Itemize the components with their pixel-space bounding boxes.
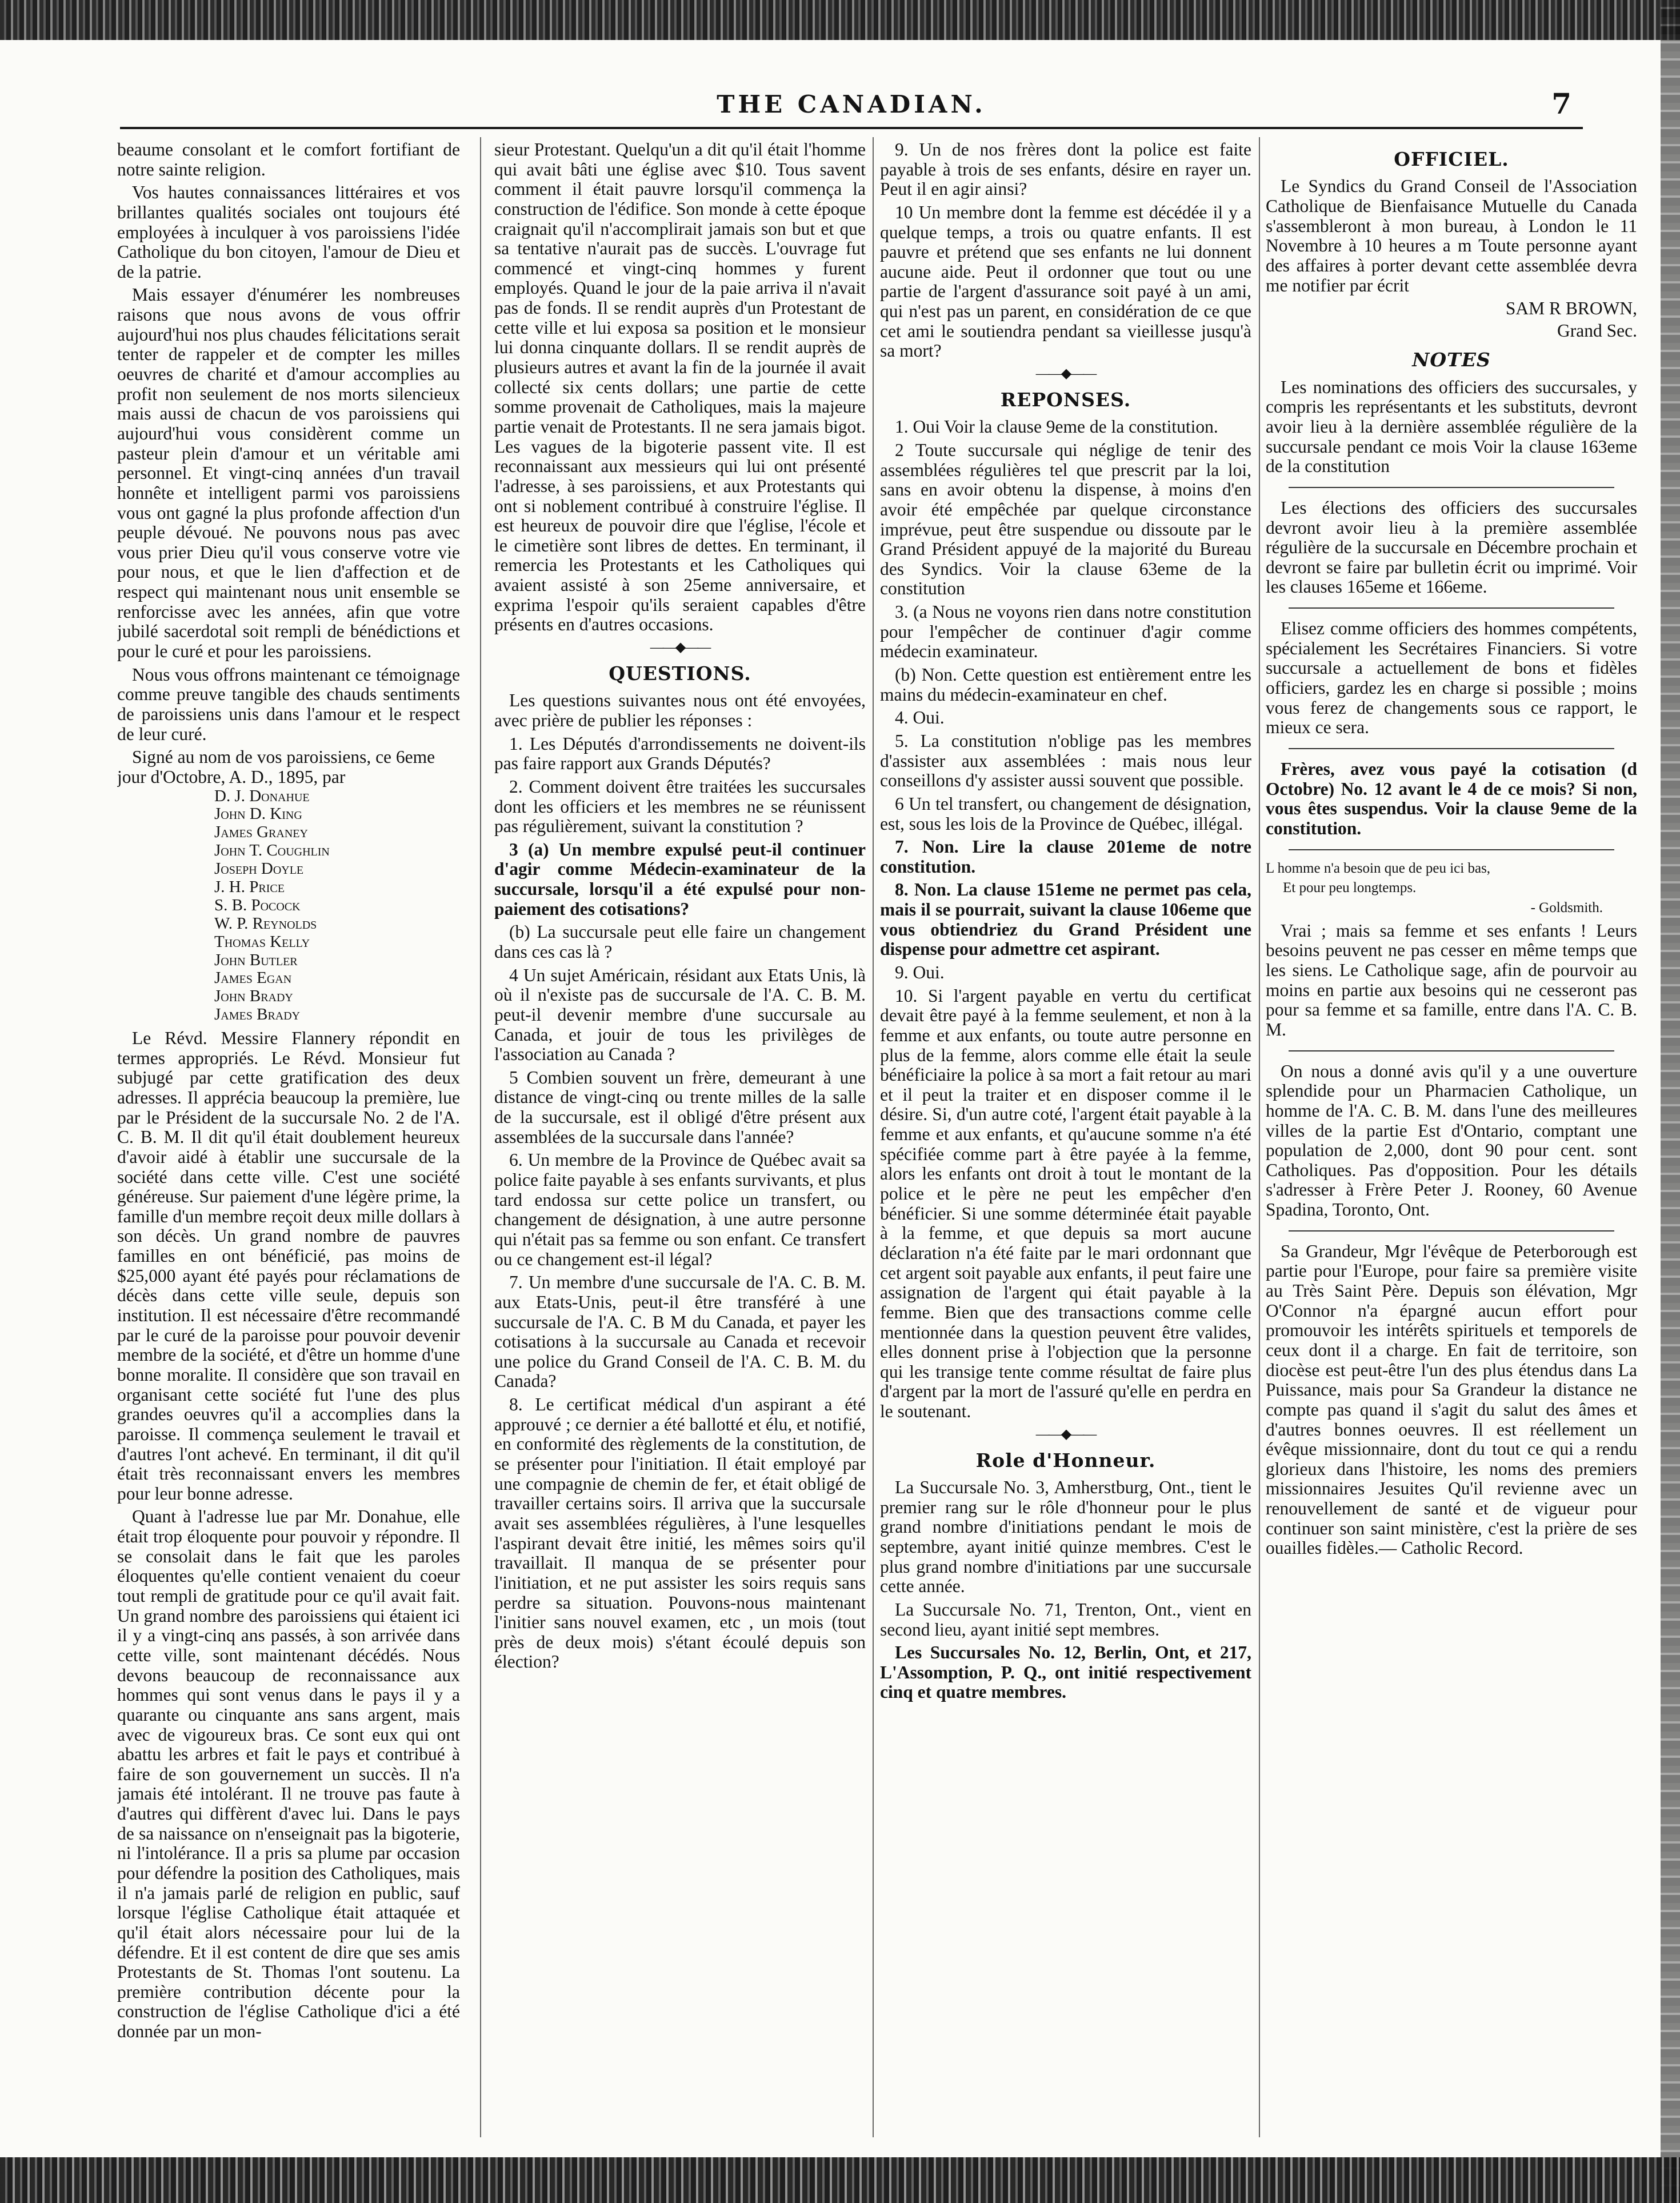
signatory: John Brady: [214, 987, 293, 1006]
signatory: John T. Coughlin: [214, 841, 330, 860]
question: 7. Un membre d'une succursale de l'A. C. B. M. aux Etats-Unis, peut-il être transféré à une succursale de l'A. C. B M du Canada, et payer les cotisations à la succursale au Canada et recevoir une police du Grand Conseil de l'A. C. B. M. du Canada?: [494, 1272, 866, 1392]
answer: 5. La constitution n'oblige pas les membres d'assister aux assemblées : mais nous leur conseillons d'y assister aussi souvent que possible.: [880, 730, 1251, 791]
signature: SAM R BROWN,: [1505, 298, 1637, 319]
question: (b) La succursale peut elle faire un changement dans ces cas là ?: [494, 922, 866, 962]
column-4: [1266, 140, 1637, 2140]
signatory: D. J. Donahue: [214, 786, 310, 805]
paragraph: beaume consolant et le comfort fortifiant de notre sainte religion.: [117, 140, 460, 179]
question: 10 Un membre dont la femme est décédée il y a quelque temps, a trois ou quatre enfants. Il est pauvre et prétend que ses enfants ne lui donnent aucune aide. Peut il ordonner que tout ou une partie de l'argent d'assurance soit payé à un ami, qui n'est pas un parent, en considération de ce que cet ami le soutiendra pendant sa vieillesse jusqu'à sa mort?: [880, 202, 1251, 361]
paragraph: Les Succursales No. 12, Berlin, Ont, et 217, L'Assomption, P. Q., ont initié respectivement cinq et quatre membres.: [880, 1642, 1251, 1702]
rule: [1289, 849, 1614, 850]
masthead: [120, 86, 1583, 120]
answer: 6 Un tel transfert, ou changement de désignation, est, sous les lois de la Province de Québec, illégal.: [880, 793, 1251, 834]
scan-edge-right: [1661, 0, 1680, 2203]
paragraph: Mais essayer d'énumérer les nombreuses raisons que nous avons de vous offrir aujourd'hui nos plus chaudes félicitations serait tenter de rappeler et de compter les milles oeuvres de charité et d'amour accomplies au profit non seulement de nos morts silencieux mais aussi de chacun de vos paroissiens qui aujourd'hui vous considèrent comme un pasteur plein d'amour et un véritable ami personnel. Et vingt-cinq années d'un travail honnête et intelligent parmi vos paroissiens vous ont gagné la plus profonde affection d'un peuple dévoué. Ne pouvons nous pas avec vous prier Dieu qu'il vous conserve votre vie pour nous, et que le lien d'affection et de respect qui maintenant nous unit ensemble se renforcisse avec les années, afin que votre jubilé sacerdotal soit rempli de bénédictions et pour le curé et pour les paroissiens.: [117, 285, 460, 662]
column-1: [117, 140, 460, 2140]
quote-author: - Goldsmith.: [1530, 900, 1603, 916]
official-heading: OFFICIEL.: [1394, 148, 1509, 170]
signatory: James Graney: [214, 823, 308, 842]
answer: (b) Non. Cette question est entièrement entre les mains du médecin-examinateur en chef.: [880, 665, 1251, 705]
paragraph: Sa Grandeur, Mgr l'évêque de Peterborough est partie pour l'Europe, pour faire sa première visite au Très Saint Père. Depuis son élévation, Mgr O'Connor n'a épargné aucun effort pour promouvoir les intérêts spirituels et temporels de ceux dont il a charge. En fait de territoire, son diocèse est peut-être l'un des plus étendus dans La Puissance, mais pour Sa Grandeur la distance ne compte pas quand il s'agit du salut des âmes et d'autres bonnes oeuvres. Il est réellement un évêque missionnaire, dont du tout ce qui a rendu glorieux dans l'histoire, les noms des premiers missionnaires Jesuites Qu'il revienne avec un renouvellement de santé et de vigueur pour continuer son saint ministère, c'est la prière de ses ouailles fidèles.— Catholic Record.: [1266, 1241, 1637, 1558]
section-divider: ——◆——: [1035, 366, 1096, 382]
signatory: J. H. Price: [214, 877, 285, 896]
paragraph: Elisez comme officiers des hommes compétents, spécialement les Secrétaires Financiers. Si votre succursale a actuellement de bons et fidèles officiers, gardez les en charge si possible ; moins vous ferez de changements sous ce rapport, le mieux ce sera.: [1266, 618, 1637, 738]
honour-roll-heading: Role d'Honneur.: [975, 1449, 1156, 1472]
paragraph: Les nominations des officiers des succursales, y compris les représentants et les substituts, devront avoir lieu à la dernière assemblée régulière de la succursale pendant ce mois Voir la clause 163eme de la constitution: [1266, 377, 1637, 477]
signatory: James Egan: [214, 969, 292, 987]
paragraph: Le Syndics du Grand Conseil de l'Association Catholique de Bienfaisance Mutuelle du Canada s'assembleront à mon bureau, à London le 11 Novembre à 10 heures a m Toute personne ayant des affaires à porter devant cette assemblée devra me notifier par écrit: [1266, 176, 1637, 295]
signatories-list: [117, 787, 460, 1025]
paragraph: Vos hautes connaissances littéraires et vos brillantes qualités sociales ont toujours été employées à inculquer à vos paroissiens l'idée Catholique du bon citoyen, l'amour de Dieu et de la patrie.: [117, 182, 460, 282]
column-divider: [480, 137, 481, 2137]
answer: 8. Non. La clause 151eme ne permet pas cela, mais il se pourrait, suivant la clause 106eme que vous obtiendriez du Grand Président une dispense pour admettre cet aspirant.: [880, 879, 1251, 959]
paragraph: Quant à l'adresse lue par Mr. Donahue, elle était trop éloquente pour pouvoir y répondre. Il se consolait dans le fait que les paroles éloquentes qu'elle contient venaient du coeur tout rempli de gratitude pour ce qu'il avait fait. Un grand nombre des paroissiens qui étaient ici il y a vingt-cinq ans passés, à son arrivée dans cette ville, sont maintenant décédés. Nous devons beaucoup de reconnaissance aux hommes qui sont venus dans le pays il y a quarante ou cinquante ans sans argent, mais avec de vigoureux bras. Ce sont eux qui ont abattu les arbres et fait le pays et contribué à faire de son gouvernement un succès. Il n'a jamais été intolérant. Il ne trouve pas faute à d'autres qui diffèrent d'avec lui. Dans le pays de sa naissance on n'enseignait pas la bigoterie, ni l'intolérance. Il a pris sa plume par occasion pour défendre la position des Catholiques, mais il n'a jamais parlé de religion en public, sauf lorsque l'église Catholique était attaquée et qu'il était alors nécessaire pour lui de la défendre. Et il est content de dire que ses amis Protestants de St. Thomas l'ont soutenu. La première contribution décente pour la construction de l'église Catholique d'ici a été donnée par un mon-: [117, 1506, 460, 2042]
paragraph: Frères, avez vous payé la cotisation (d Octobre) No. 12 avant le 4 de ce mois? Si non, vous êtes suspendus. Voir la clause 9eme de la constitution.: [1266, 758, 1637, 838]
signatory: John D. King: [214, 805, 302, 823]
question: 2. Comment doivent être traitées les succursales dont les officiers et les membres ne se réunissent pas régulièrement, suivant la constitution ?: [494, 776, 866, 837]
scan-edge-bottom: [0, 2157, 1680, 2203]
signatory: Thomas Kelly: [214, 932, 310, 951]
quote-line: L homme n'a besoin que de peu ici bas,: [1266, 860, 1491, 876]
rule: [1289, 607, 1614, 609]
signature-role: Grand Sec.: [1557, 320, 1637, 341]
paragraph: Les élections des officiers des succursales devront avoir lieu à la première assemblée régulière de la succursale en Décembre prochain et devront se faire par bulletin écrit ou imprimé. Voir les clauses 165eme et 166eme.: [1266, 497, 1637, 597]
signature-intro: Signé au nom de vos paroissiens, ce 6eme jour d'Octobre, A. D., 1895, par: [117, 747, 435, 787]
paragraph: On nous a donné avis qu'il y a une ouverture splendide pour un Pharmacien Catholique, un homme de l'A. C. B. M. dans l'une des meilleures villes de la partie Est d'Ontario, comptant une population de 2,000, dont 90 pour cent. sont Catholiques. Pas d'opposition. Pour les détails s'adresser à Frère Peter J. Rooney, 60 Avenue Spadina, Toronto, Ont.: [1266, 1061, 1637, 1220]
paragraph: Nous vous offrons maintenant ce témoignage comme preuve tangible des chauds sentiments de paroissiens unis dans l'amour et le respect de leur curé.: [117, 664, 460, 744]
paragraph: La Succursale No. 3, Amherstburg, Ont., tient le premier rang sur le rôle d'honneur pour le plus grand nombre d'initiations pendant le mois de septembre, ayant initié quinze membres. C'est le plus grand nombre d'initiations par une succursale cette année.: [880, 1477, 1251, 1597]
questions-heading: QUESTIONS.: [609, 662, 751, 685]
answer: 10. Si l'argent payable en vertu du certificat devait être payé à la femme seulement, et non à la femme et aux enfants, ou toute autre personne en plus de la femme, alors comme elle était la seule bénéficiaire la police à sa mort a fait retour au mari et il peut la traiter et en disposer comme il le désire. Si, d'un autre coté, l'argent était payable à la femme et aux enfants, et qu'aucune somme n'a été spécifiée comme part à être payée à la femme, alors les enfants ont droit à tout le montant de la police et le père ne peut les empêcher d'en bénéficier. Si une somme déterminée était payable à la femme, et que depuis sa mort aucune déclaration n'a été faite par le mari ordonnant que cet argent soit payable aux enfants, il peut faire une assignation de l'argent qui était payable à la femme. Bien que des transactions comme celle mentionnée dans la question peuvent être valides, elles donnent prise à l'objection que la personne qui les transige tente comme résultat de faire plus d'argent par la mort de l'assuré qu'elle en perdra en le soutenant.: [880, 985, 1251, 1422]
header-rule: [120, 127, 1583, 129]
rule: [1289, 1230, 1614, 1232]
signatory: Joseph Doyle: [214, 859, 304, 878]
paragraph: Le Révd. Messire Flannery répondit en termes appropriés. Le Révd. Monsieur fut subjugé par cette gratification des deux adresses. Il apprécia beaucoup la première, lue par le Président de la succursale No. 2 de l'A. C. B. M. Il dit qu'il était doublement heureux d'avoir aidé à établir une succursale de la société dans cette ville. C'est une société généreuse. Sur paiement d'une légère prime, la famille d'un membre reçoit deux mille dollars à son décès. Un grand nombre de pauvres familles en ont bénéficié, pas moins de $25,000 ayant été payés pour réclamations de décès dans cette ville seule, depuis son institution. Il est nécessaire d'être recommandé par le curé de la paroisse pour pouvoir devenir membre de la société, et d'être un homme d'une bonne moralite. Il considère que son travail en organisant cette société fut l'une des plus grandes oeuvres qu'il a accomplies dans la paroisse. Il commença seulement le travail et d'autres l'ont achevé. En terminant, il dit qu'il était très reconnaissant envers les membres pour leur bonne adresse.: [117, 1028, 460, 1504]
signatory: John Butler: [214, 950, 298, 969]
question: 1. Les Députés d'arrondissements ne doivent-ils pas faire rapport aux Grands Députés?: [494, 733, 866, 774]
rule: [1289, 1050, 1614, 1051]
question: 6. Un membre de la Province de Québec avait sa police faite payable à ses enfants survivants, et plus tard endossa sur cette police un transfert, ou changement de désignation, à une autre personne qui n'était pas sa femme ou son enfant. Ce transfert ou ce changement est-il légal?: [494, 1150, 866, 1269]
question: 5 Combien souvent un frère, demeurant à une distance de vingt-cinq ou trente milles de la salle de la succursale, est il obligé d'être présent aux assemblées de la succursale dans l'année?: [494, 1067, 866, 1147]
answer: 4. Oui.: [895, 707, 945, 728]
quotation: [1266, 861, 1637, 917]
answer: 3. (a Nous ne voyons rien dans notre constitution pour l'empêcher de continuer d'agir comme médecin examinateur.: [880, 602, 1251, 662]
paragraph: sieur Protestant. Quelqu'un a dit qu'il était l'homme qui avait bâti une église avec $10. Tous savent comment il était pauvre lorsqu'il commença la construction de l'édifice. Son monde à cette époque craignait qu'il n'accomplirait jamais son but et que sa tentative n'aurait pas de succès. L'ouvrage fut commencé et vingt-cinq hommes y furent employés. Quand le jour de la paie arriva il n'avait pas de fonds. Il se rendit auprès d'un Protestant de cette ville et lui exposa sa position et le monsieur lui donna cinquante dollars. Il se rendit auprès de plusieurs autres et avant la fin de la journée il avait collecté six cents dollars; une partie de cette somme provenait de Catholiques, mais la majeure partie venait de Protestants. Il ne sera jamais bigot. Les vagues de la bigoterie passent vite. Il est reconnaissant aux messieurs qui lui ont présenté l'adresse, à ses paroissiens, et aux Protestants qui ont si noblement contribué à construire l'église. Il est heureux de pouvoir dire que l'église, l'école et le cimetière sont libres de dettes. En terminant, il remercia les Protestants et les Catholiques qui avaient assisté à son 25eme anniversaire, et exprima l'espoir qu'ils seraient capables d'être présents en d'autres occasions.: [494, 140, 866, 635]
question: 4 Un sujet Américain, résidant aux Etats Unis, là où il n'existe pas de succursale de l'A. C. B. M. peut-il devenir membre d'une succursale au Canada, et jouir de tous les privilèges de l'association au Canada ?: [494, 965, 866, 1065]
paragraph: Vrai ; mais sa femme et ses enfants ! Leurs besoins peuvent ne pas cesser en même temps que les siens. Le Catholique sage, afin de pourvoir au moins en partie aux besoins qui ne cesseront pas pour sa femme et sa famille, entre dans l'A. C. B. M.: [1266, 920, 1637, 1039]
quote-line: Et pour peu longtemps.: [1283, 880, 1417, 896]
answer: 1. Oui Voir la clause 9eme de la constitution.: [895, 417, 1218, 437]
paragraph: Les questions suivantes nous ont été envoyées, avec prière de publier les réponses :: [494, 690, 866, 730]
question: 9. Un de nos frères dont la police est faite payable à trois de ses enfants, désire en rayer un. Peut il en agir ainsi?: [880, 140, 1251, 199]
signatory: W. P. Reynolds: [214, 914, 317, 933]
rule: [1289, 487, 1614, 488]
paragraph: La Succursale No. 71, Trenton, Ont., vient en second lieu, ayant initié sept membres.: [880, 1599, 1251, 1640]
question: 8. Le certificat médical d'un aspirant a été approuvé ; ce dernier a été ballotté et élu, et notifié, en conformité des règlements de la constitution, de se présenter pour l'initiation. Il était employé par une compagnie de chemin de fer, et était obligé de travailler certains soirs. Il arriva que la succursale avait ses assemblées régulières, à l'une lesquelles l'aspirant devait être initié, les mêmes soirs qu'il travaillait. Il manqua de se présenter pour l'initiation, et ne put assister les soirs requis sans perdre sa situation. Pouvons-nous maintenant l'initier sans nouvel examen, etc , un mois (tout près de deux mois) s'étant écoulé depuis son élection?: [494, 1394, 866, 1672]
answer: 9. Oui.: [895, 962, 945, 982]
rule: [1289, 748, 1614, 749]
page-number: 7: [1551, 87, 1571, 121]
answer: 7. Non. Lire la clause 201eme de notre constitution.: [880, 837, 1251, 877]
column-divider: [873, 137, 874, 2137]
notes-heading: NOTES: [1412, 349, 1491, 371]
signatory: James Brady: [214, 1005, 301, 1024]
column-2: [494, 140, 866, 2140]
column-divider: [1259, 137, 1260, 2137]
column-3: [880, 140, 1251, 2140]
answer: 2 Toute succursale qui néglige de tenir des assemblées régulières tel que prescrit par la loi, sans en avoir obtenu la dispense, à moins d'en avoir été empêchée par quelque circonstance imprévue, peut être suspendue ou dissoute par le Grand Président appuyé de la majorité du Bureau des Syndics. Voir la clause 63eme de la constitution: [880, 439, 1251, 599]
section-divider: ——◆——: [1035, 1426, 1096, 1442]
question: 3 (a) Un membre expulsé peut-il continuer d'agir comme Médecin-examinateur de la succursale, lorsqu'il a été expulsé pour non-paiement des cotisations?: [494, 839, 866, 919]
section-divider: ——◆——: [650, 640, 710, 655]
scan-edge-top: [0, 0, 1680, 40]
signatory: S. B. Pocock: [214, 895, 301, 914]
newspaper-title: THE CANADIAN.: [717, 90, 986, 118]
answers-heading: REPONSES.: [1000, 389, 1131, 411]
